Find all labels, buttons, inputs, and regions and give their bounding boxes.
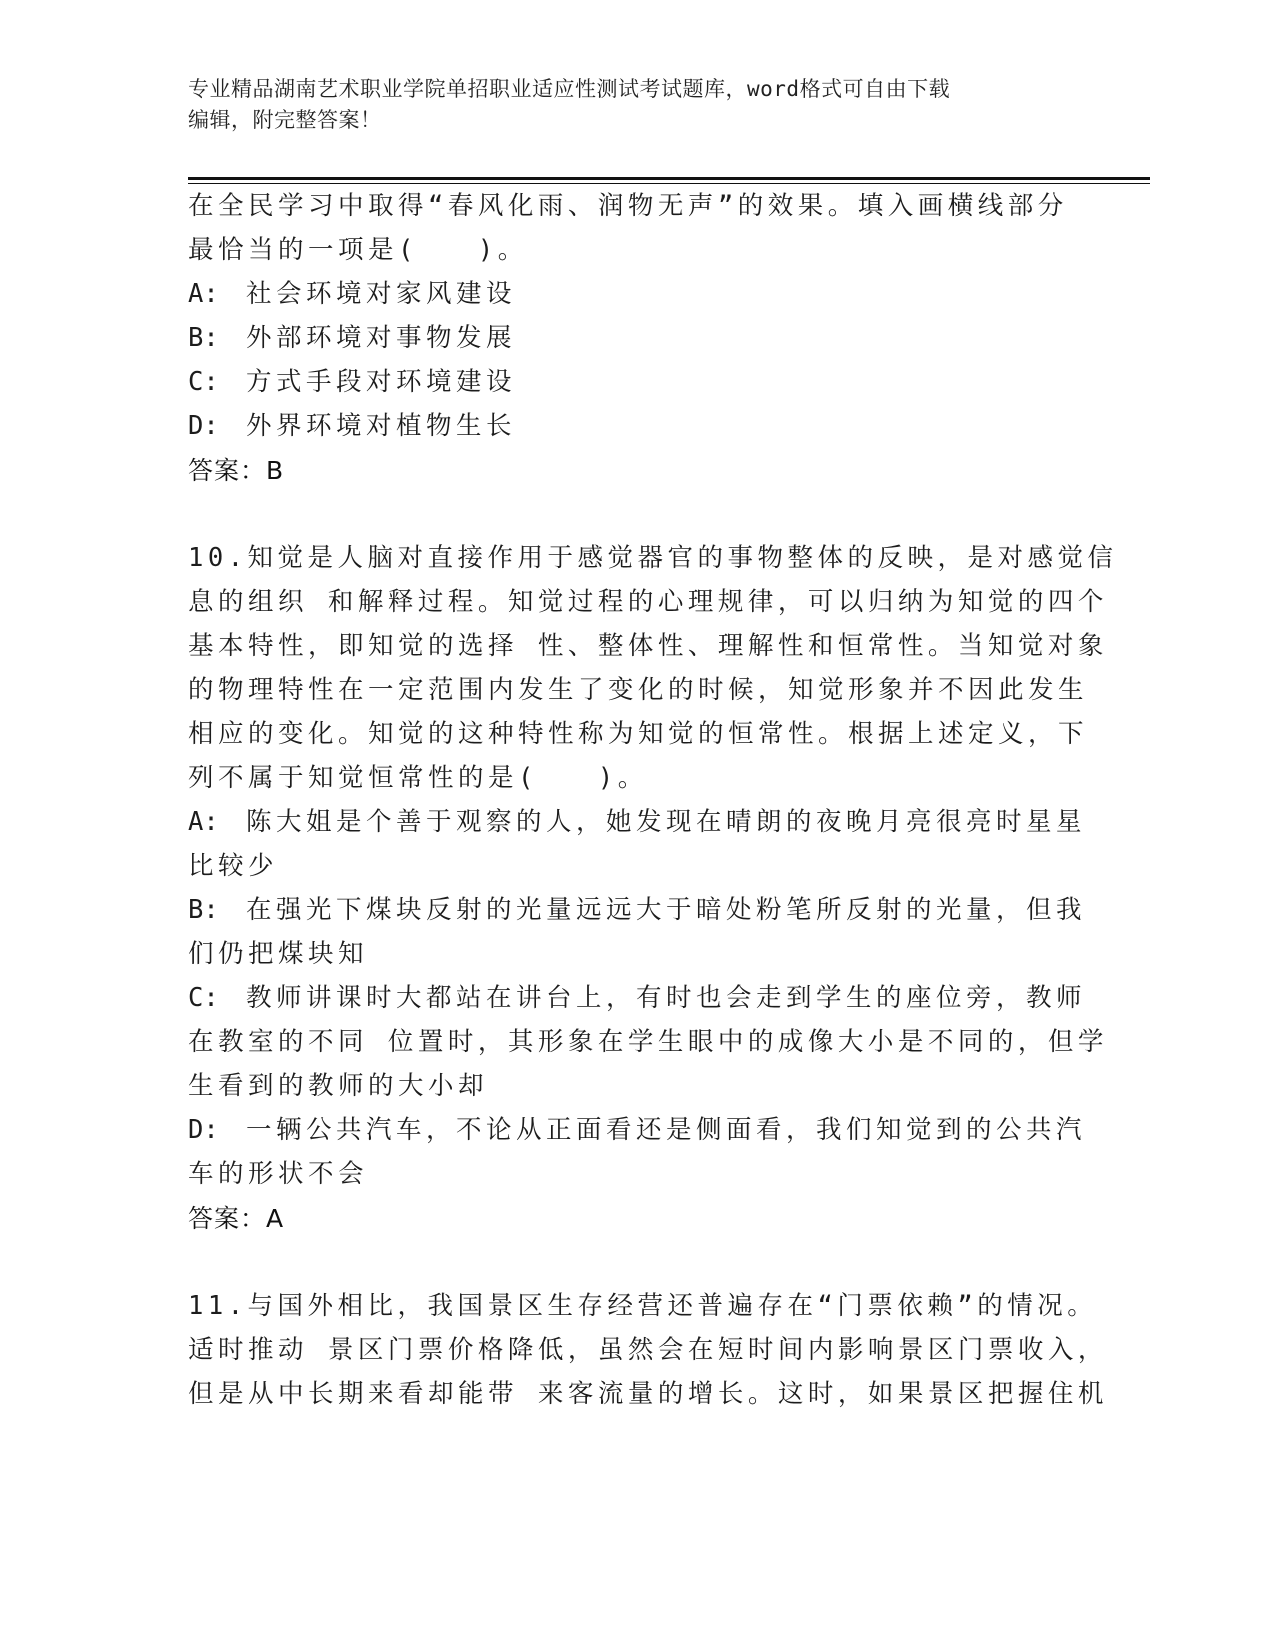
q9-stem-line-2: 最恰当的一项是( )。 [188,235,528,265]
option-text: 社会环境对家风建设 [246,279,517,309]
q10-option-a-line-1 [188,804,1086,840]
header-line-2: 编辑，附完整答案！ [188,108,382,132]
q10-option-d-line-2: 车的形状不会 [188,1159,369,1189]
option-text: 陈大姐是个善于观察的人，她发现在晴朗的夜晚月亮很亮时星星 [246,807,1087,837]
q11-stem-line-2: 适时推动 景区门票价格降低，虽然会在短时间内影响景区门票收入， [188,1335,1108,1365]
q10-stem-line-2: 息的组织 和解释过程。知觉过程的心理规律，可以归纳为知觉的四个 [188,587,1108,617]
q10-option-d-line-1 [188,1112,1086,1148]
q11-stem-line-3: 但是从中长期来看却能带 来客流量的增长。这时，如果景区把握住机 [188,1379,1108,1409]
option-text: 在强光下煤块反射的光量远远大于暗处粉笔所反射的光量，但我 [246,895,1087,925]
option-label: D: [188,411,219,441]
option-label: A: [188,807,219,837]
q10-stem-line-6: 列不属于知觉恒常性的是( )。 [188,763,648,793]
q11-stem-line-1: 11.与国外相比，我国景区生存经营还普遍存在“门票依赖”的情况。 [188,1291,1098,1321]
q10-option-c-line-1 [188,980,1086,1016]
header-rule-thick [188,177,1150,180]
q9-stem-line-1: 在全民学习中取得“春风化雨、润物无声”的效果。填入画横线部分 [188,191,1068,221]
q10-stem-line-5: 相应的变化。知觉的这种特性称为知觉的恒常性。根据上述定义，下 [188,719,1089,749]
header-line-1: 专业精品湖南艺术职业学院单招职业适应性测试考试题库，word格式可自由下载 [188,77,951,101]
q10-option-c-line-2: 在教室的不同 位置时，其形象在学生眼中的成像大小是不同的，但学 [188,1027,1108,1057]
option-text: 一辆公共汽车，不论从正面看还是侧面看，我们知觉到的公共汽 [246,1115,1087,1145]
q10-option-b-line-2: 们仍把煤块知 [188,939,369,969]
q10-stem-line-1: 10.知觉是人脑对直接作用于感觉器官的事物整体的反映，是对感觉信 [188,543,1118,573]
option-label: C: [188,367,219,397]
option-text: 教师讲课时大都站在讲台上，有时也会走到学生的座位旁，教师 [246,983,1087,1013]
option-label: C: [188,983,219,1013]
q9-option-d [188,408,516,444]
q10-answer: 答案：A [188,1204,285,1233]
q10-option-b-line-1 [188,892,1086,928]
q9-option-a [188,276,516,312]
option-label: B: [188,895,219,925]
option-label: D: [188,1115,219,1145]
q9-option-c [188,364,516,400]
option-label: B: [188,323,219,353]
option-text: 外界环境对植物生长 [246,411,517,441]
q10-stem-line-4: 的物理特性在一定范围内发生了变化的时候，知觉形象并不因此发生 [188,675,1089,705]
option-label: A: [188,279,219,309]
q9-option-b [188,320,516,356]
page-header [188,74,1088,136]
q10-option-c-line-3: 生看到的教师的大小却 [188,1071,489,1101]
q10-option-a-line-2: 比较少 [188,851,279,881]
header-rule-thin [188,183,1150,184]
option-text: 方式手段对环境建设 [246,367,517,397]
q9-answer: 答案：B [188,456,285,485]
option-text: 外部环境对事物发展 [246,323,517,353]
q10-stem-line-3: 基本特性，即知觉的选择 性、整体性、理解性和恒常性。当知觉对象 [188,631,1108,661]
